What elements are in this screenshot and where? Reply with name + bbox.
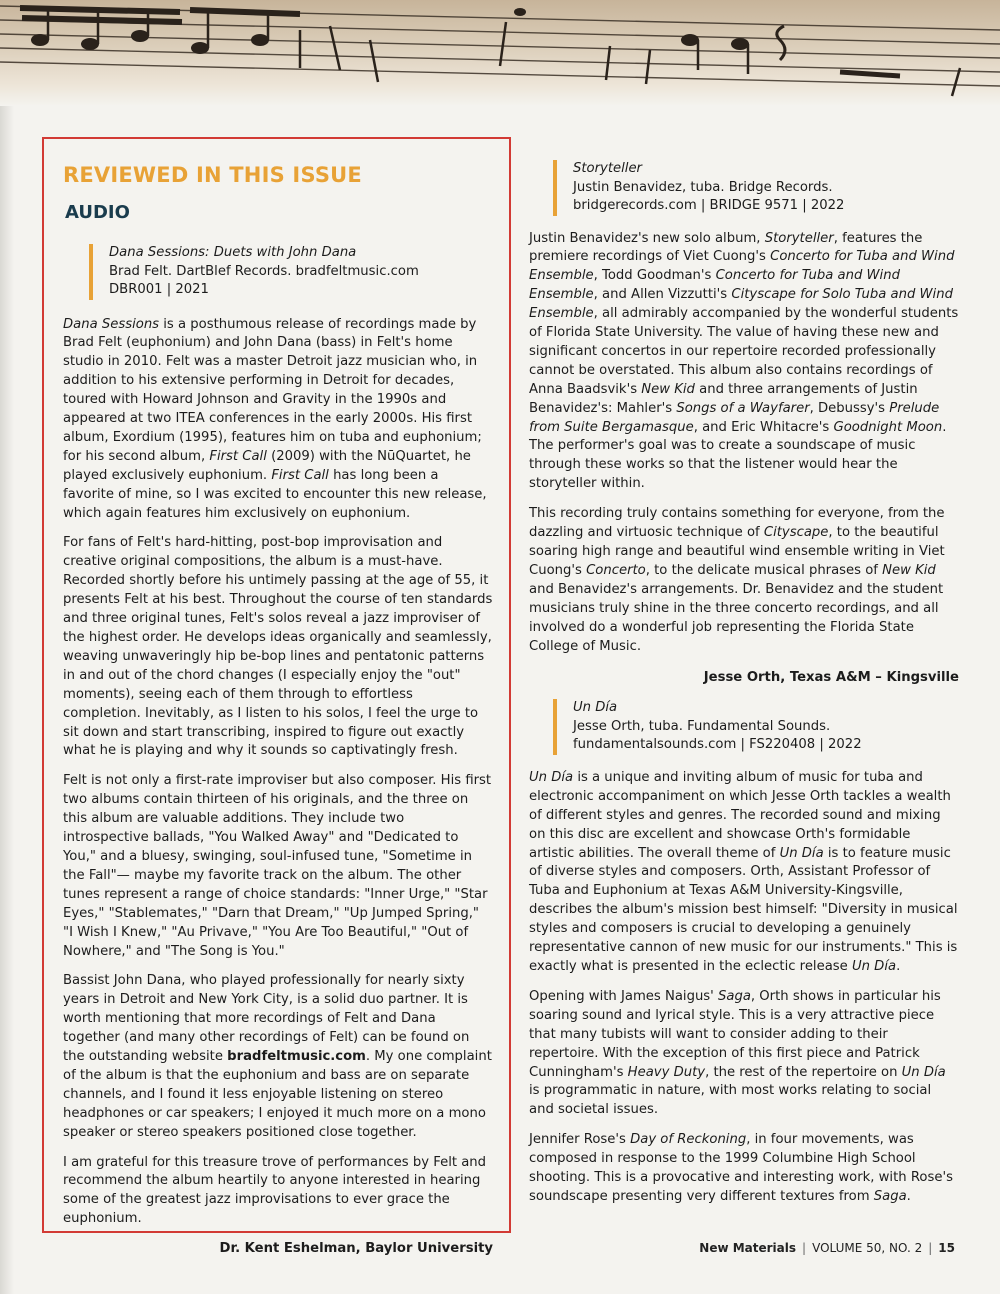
paragraph-text: is to feature music of diverse styles and composers. Orth, Assistant Professor of Tuba and Euphonium at Texas A&M University-Kingsville, describes the album's mission best himself: "Diversity in musical styles and composers is crucial to developing a genuinely representative cannon of new music for our instruments." This is exactly what is presented in the eclectic release — [529, 845, 958, 974]
italic-title: Cityscape — [763, 525, 829, 541]
page-footer: New Materials | VOLUME 50, NO. 2 | 15 — [699, 1241, 955, 1255]
italic-title: Un Día — [779, 845, 824, 861]
review-paragraph — [529, 505, 959, 656]
italic-title: Songs of a Wayfarer — [676, 400, 810, 416]
italic-title: Storyteller — [764, 230, 834, 246]
paragraph-text: , to the beautiful soaring high range and beautiful wind ensemble writing in Viet Cuong's — [529, 525, 945, 578]
paragraph-text: is a posthumous release of recordings made by Brad Felt (euphonium) and John Dana (bass) in Felt's home studio in 2010. Felt was a master Detroit jazz musician who, in addition to his extensive performing in Detroit for decades, toured with Howard Johnson and Gravity in the 1990s and appeared at two ITEA conferences in the early 2000s. His first album, Exordium (1995), features him on tuba and euphonium; for his second album, — [63, 316, 482, 464]
italic-title: Un Día — [851, 959, 897, 974]
paragraph-text: , the rest of the repertoire on — [705, 1064, 898, 1080]
paragraph-text: is programmatic in nature, with most works relating to social and societal issues. — [529, 1083, 932, 1118]
review-paragraph — [529, 230, 959, 495]
footer-volume: VOLUME 50, NO. 2 — [812, 1241, 923, 1255]
italic-title: New Kid — [882, 562, 936, 578]
paragraph-text: , Debussy's — [809, 400, 886, 416]
page-edge — [0, 106, 14, 1294]
paragraph-text: Opening with James Naigus' — [529, 988, 714, 1004]
paragraph-text: . The performer's goal was to create a soundscape of music through these works so that the listener would hear the storyteller within. — [529, 419, 947, 492]
review-paragraph: Felt is not only a first-rate improviser but also composer. His first two albums contain thirteen of his originals, and the three on this album are valuable additions. They include two introspective ballads, "You Walked Away" and "Dedicated to You," and a bluesy, swinging, soul-infused tune, "Sometime in the Fall"— maybe my favorite track on the album. The other tunes represent a range of choice standards: "Inner Urge," "Star Eyes," "Stablemates," "Darn that Dream," "Up Jumped Spring," "I Wish I Knew," "Au Privave," "You Are Too Beautiful," "Out of Nowhere," and "The Song is You." — [63, 773, 492, 959]
right-column — [529, 160, 959, 1218]
italic-title: First Call — [209, 448, 267, 464]
album-info-dana-sessions — [89, 244, 493, 300]
italic-title: Concerto — [586, 562, 646, 578]
italic-title: Un Día — [529, 769, 574, 785]
italic-title: Heavy Duty — [627, 1064, 706, 1080]
reviewer-signature: Dr. Kent Eshelman, Baylor University — [219, 1241, 493, 1257]
paragraph-text: . My one complaint of the album is that the euphonium and bass are on separate channels, and I found it less enjoyable listening on stereo headphones or car speakers; I enjoyed it much more on a mono speaker or stereo speakers positioned close together. — [63, 1049, 492, 1140]
italic-title: Day of Reckoning — [630, 1132, 747, 1148]
paragraph-text: (2009) with the NūQuartet, he played exclusively euphonium. — [63, 448, 471, 483]
italic-title: Goodnight Moon — [833, 419, 943, 435]
album-title: Storyteller — [573, 161, 642, 176]
italic-title: Concerto for Tuba and Wind Ensemble — [529, 249, 955, 284]
paragraph-text: and three arrangements of Justin Benavidez's: Mahler's — [529, 381, 918, 416]
italic-title: Cityscape for Solo Tuba and Wind Ensemble — [529, 287, 953, 322]
left-column — [63, 160, 493, 1276]
sheet-music-icon — [0, 0, 1000, 106]
paragraph-text: Bassist John Dana, who played professionally for nearly sixty years in Detroit and New York City, is a solid duo partner. It is worth mentioning that more recordings of Felt and Dana together (and many other recordings of Felt) can be found on the outstanding website — [63, 973, 470, 1065]
audio-heading: AUDIO — [65, 202, 130, 223]
italic-title: Dana Sessions — [63, 316, 160, 332]
paragraph-text: , and Allen Vizzutti's — [593, 287, 728, 303]
review-paragraph: For fans of Felt's hard-hitting, post-bop improvisation and creative original compositions, the album is a must-have. Recorded shortly before his untimely passing at the age of 55, it presents Felt at his best. Throughout the course of ten standards and three original tunes, Felt's solos reveal a jazz improviser of the highest order. He develops ideas organically and seamlessly, weaving unwaveringly hip be-bop lines and pentatonic patterns in and out of the chord changes (I especially enjoy the "out" moments), seeing each of them through to effortless completion. Inevitably, as I listen to his solos, I feel the urge to sit down and start transcribing, inspired to figure out exactly what he is playing and why it sounds so captivatingly fresh. — [63, 535, 493, 759]
italic-title: Concerto for Tuba and Wind Ensemble — [529, 268, 900, 303]
album-credits: Brad Felt. DartBlef Records. bradfeltmusic.com — [109, 263, 419, 279]
paragraph-text: , in four movements, was composed in response to the 1999 Columbine High School shooting. This is a provocative and interesting work, with Rose's soundscape presenting very different textures from — [529, 1132, 953, 1204]
paragraph-text: is a unique and inviting album of music for tuba and electronic accompaniment on which Jesse Orth tackles a wealth of different styles and genres. The recorded sound and mixing on this disc are excellent and showcase Orth's formidable artistic abilities. The overall theme of — [529, 769, 951, 861]
footer-section: New Materials — [699, 1241, 797, 1255]
paragraph-text: , Orth shows in particular his soaring sound and lyrical style. This is a very attractive piece that many tubists will want to consider adding to their repertoire. With the exception of this first piece and Patrick Cunningham's — [529, 988, 941, 1080]
paragraph-text: . — [896, 959, 901, 974]
paragraph-text: , features the premiere recordings of Viet Cuong's — [529, 230, 923, 265]
review-paragraph — [529, 988, 959, 1120]
album-catalog: DBR001 | 2021 — [109, 282, 209, 297]
paragraph-text: This recording truly contains something for everyone, from the dazzling and virtuosic technique of — [529, 506, 945, 541]
italic-title: Saga — [718, 988, 751, 1004]
reviewer-signature: Jesse Orth, Texas A&M – Kingsville — [703, 670, 959, 686]
paragraph-text: . — [906, 1188, 911, 1204]
paragraph-text: has long been a favorite of mine, so I was excited to encounter this new release, which again features him exclusively on euphonium. — [63, 467, 487, 521]
paragraph-text: , to the delicate musical phrases of — [645, 562, 878, 578]
album-title: Dana Sessions: Duets with John Dana — [109, 245, 357, 260]
album-catalog: bridgerecords.com | BRIDGE 9571 | 2022 — [573, 198, 845, 213]
page-number: 15 — [938, 1241, 955, 1255]
sheet-music-banner — [0, 0, 1000, 106]
album-credits: Jesse Orth, tuba. Fundamental Sounds. — [573, 718, 831, 734]
italic-title: Saga — [873, 1188, 907, 1204]
review-paragraph — [529, 1131, 959, 1207]
review-paragraph — [529, 769, 959, 977]
paragraph-text: , Todd Goodman's — [593, 268, 712, 284]
italic-title: First Call — [271, 467, 329, 483]
album-catalog: fundamentalsounds.com | FS220408 | 2022 — [573, 737, 862, 753]
review-paragraph: I am grateful for this treasure trove of performances by Felt and recommend the album heartily to anyone interested in hearing some of the greatest jazz improvisations to ever grace the euphonium. — [63, 1154, 487, 1227]
italic-title: Prelude from Suite Bergamasque — [529, 400, 940, 435]
album-title: Un Día — [573, 700, 618, 716]
paragraph-text: , and Eric Whitacre's — [693, 419, 830, 435]
album-info-storyteller — [553, 160, 959, 216]
album-credits: Justin Benavidez, tuba. Bridge Records. — [573, 179, 833, 195]
paragraph-text: Jennifer Rose's — [529, 1132, 626, 1148]
italic-title: New Kid — [641, 381, 695, 397]
section-heading: REVIEWED IN THIS ISSUE — [63, 163, 362, 187]
review-paragraph — [63, 316, 493, 524]
review-paragraph — [63, 972, 493, 1142]
italic-title: Un Día — [901, 1064, 946, 1080]
paragraph-text: Justin Benavidez's new solo album, — [529, 230, 761, 246]
website-link[interactable]: bradfeltmusic.com — [227, 1049, 366, 1065]
paragraph-text: and Benavidez's arrangements. Dr. Benavidez and the student musicians truly shine in the three concerto recordings, and all involved do a wonderful job representing the Florida State College of Music. — [529, 581, 944, 654]
paragraph-text: , all admirably accompanied by the wonderful students of Florida State University. The value of having these new and significant concertos in our repertoire recorded professionally cannot be overstated. This album also contains recordings of Anna Baadsvik's — [529, 306, 959, 397]
album-info-un-dia — [553, 699, 959, 755]
